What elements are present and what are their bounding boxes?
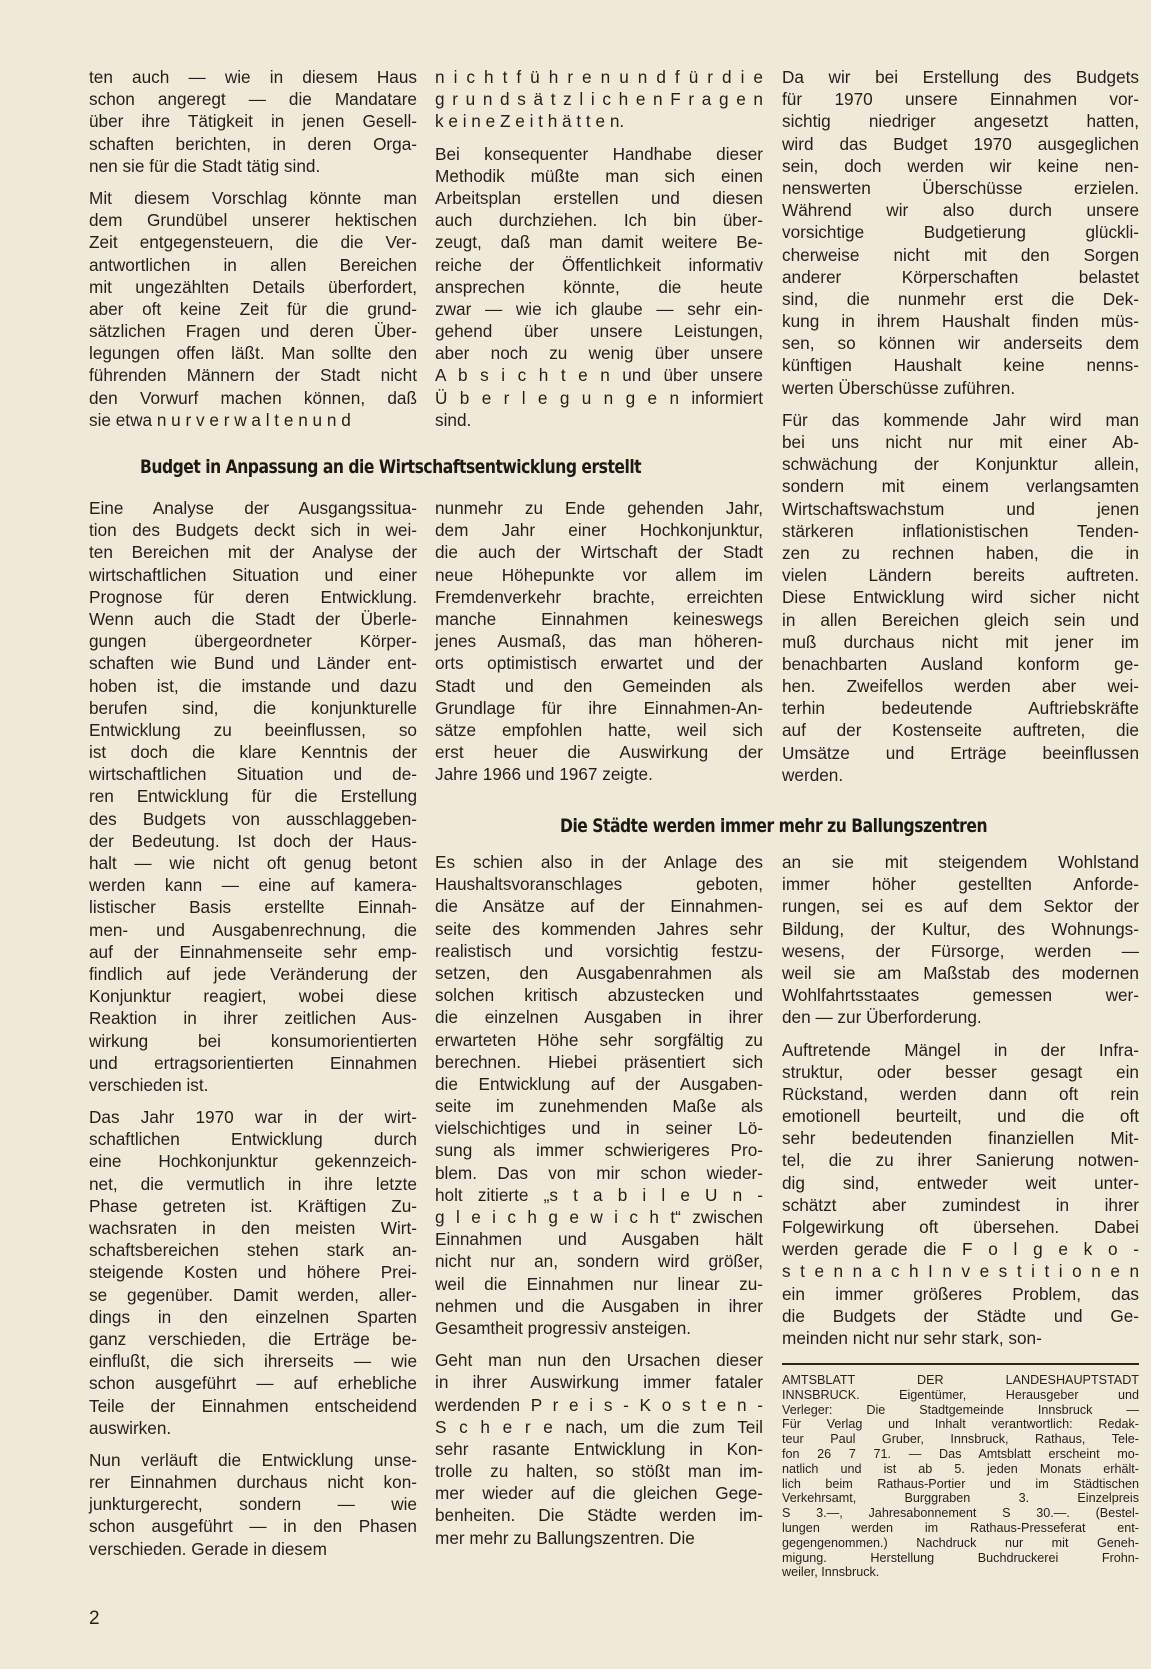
text-line: hoben ist, die imstande und dazu	[89, 675, 417, 696]
text-line: n i c h t f ü h r e n u n d f ü r d i e	[435, 67, 763, 87]
text-line: Fremdenverkehr brachte, erreichten	[435, 586, 763, 607]
text-line: werden gerade die F o l g e k o -	[782, 1239, 1139, 1260]
text-line: steigende Kosten und höhere Prei-	[89, 1262, 417, 1283]
text-line: s t e n n a c h I n v e s t i t i o n e n	[782, 1261, 1139, 1282]
text-line: Prognose für deren Entwicklung.	[89, 586, 417, 607]
paragraph	[89, 1449, 417, 1560]
text-line: ten auch — wie in diesem Haus	[89, 67, 417, 87]
imprint-line: Für Verlag und Inhalt verantwortlich: Redak-	[782, 1417, 1139, 1432]
section-heading-staedte: Die Städte werden immer mehr zu Ballungszentren	[560, 815, 988, 837]
text-line: werden.	[782, 764, 844, 785]
text-line: Wenn auch die Stadt der Überle-	[89, 608, 417, 629]
text-line: werten Überschüsse zuführen.	[782, 377, 1016, 398]
text-line: wachsraten in den meisten Wirt-	[89, 1218, 417, 1238]
text-line: schon ausgeführt — in den Phasen	[89, 1516, 417, 1537]
text-line: sehr rasante Entwicklung in Kon-	[435, 1438, 763, 1459]
text-line: Gesamtheit progressiv ansteigen.	[435, 1317, 692, 1338]
text-line: schwächung der Konjunktur allein,	[782, 454, 1139, 475]
paragraph	[435, 143, 763, 431]
text-line: werden kann — eine auf kamera-	[89, 875, 417, 896]
imprint-line: Verkehrsamt, Burggraben 3. Einzelpreis	[782, 1491, 1139, 1506]
text-line: Phase getreten ist. Kräftigen Zu-	[89, 1195, 417, 1216]
text-line: Haushaltsvoranschlages geboten,	[435, 874, 763, 895]
text-line: legungen offen läßt. Man sollte den	[89, 343, 417, 364]
text-line: realistisch und vorsichtig festzu-	[435, 940, 763, 961]
text-line: Für das kommende Jahr wird man	[782, 409, 1139, 430]
text-line: emotionell beurteilt, und die oft	[782, 1106, 1139, 1127]
text-line: meinden nicht nur sehr stark, son-	[782, 1327, 1042, 1348]
text-line: Mit diesem Vorschlag könnte man	[89, 187, 417, 208]
text-line: wirtschaftlichen Situation und de-	[89, 764, 417, 785]
text-line: Das Jahr 1970 war in der wirt-	[89, 1107, 417, 1128]
text-line: net, die vermutlich in ihre letzte	[89, 1173, 417, 1194]
text-line: sung als immer schwierigeres Pro-	[435, 1140, 763, 1161]
text-line: Stadt und den Gemeinden als	[435, 675, 763, 696]
text-line: Teile der Einnahmen entscheidend	[89, 1395, 417, 1416]
imprint-line: lich beim Rathaus-Portier und im Städtischen	[782, 1476, 1139, 1491]
text-line: Zeit entgegensteuern, die die Ver-	[89, 232, 417, 253]
text-line: sein, doch werden wir keine nen-	[782, 155, 1139, 176]
text-line: aber noch zu wenig über unsere	[435, 343, 763, 364]
text-line: findlich auf jede Veränderung der	[89, 963, 417, 984]
paragraph	[435, 66, 763, 133]
paragraph	[435, 497, 763, 785]
text-line: trolle zu halten, so stößt man im-	[435, 1461, 763, 1482]
paragraph	[782, 1039, 1139, 1350]
text-line: künftigen Haushalt keine nenns-	[782, 355, 1139, 376]
text-line: wirtschaftlichen Situation und einer	[89, 564, 417, 585]
text-line: schaftsbereichen stehen stark an-	[89, 1240, 417, 1261]
text-line: sätzlichen Fragen und deren Über-	[89, 321, 417, 342]
text-line: mit ungezählten Details überfordert,	[89, 276, 417, 297]
text-line: in ihrer Auswirkung immer fataler	[435, 1372, 763, 1393]
text-line: nicht nur an, sondern wird größer,	[435, 1251, 763, 1272]
page-number: 2	[89, 1608, 100, 1629]
text-line: manche Einnahmen keineswegs	[435, 608, 763, 629]
text-line: reiche der Öffentlichkeit informativ	[435, 254, 763, 275]
text-line: einflußt, die sich ihrerseits — wie	[89, 1351, 417, 1372]
text-line: berechnen. Hiebei präsentiert sich	[435, 1051, 763, 1072]
text-line: listischer Basis erstellte Einnah-	[89, 897, 417, 918]
text-line: nunmehr zu Ende gehenden Jahr,	[435, 498, 763, 518]
text-line: Eine Analyse der Ausgangssitua-	[89, 498, 417, 518]
text-line: rer Einnahmen durchaus nicht kon-	[89, 1472, 417, 1493]
paragraph	[782, 409, 1139, 786]
text-line: des Budgets von ausschlaggeben-	[89, 808, 417, 829]
text-line: vorsichtige Budgetierung glückli-	[782, 222, 1139, 243]
imprint-line: lungen werden im Rathaus-Presseferat ent-	[782, 1520, 1139, 1535]
text-line: g l e i c h g e w i c h t“ zwischen	[435, 1207, 763, 1227]
text-line: auf der Kostenseite auftreten, die	[782, 720, 1139, 741]
text-line: immer höher gestellten Anforde-	[782, 874, 1139, 895]
text-line: Entwicklung zu beeinflussen, so	[89, 719, 417, 740]
text-line: die Budgets der Städte und Ge-	[782, 1305, 1139, 1326]
text-line: benheiten. Die Städte werden im-	[435, 1505, 763, 1526]
text-line: Auftretende Mängel in der Infra-	[782, 1039, 1139, 1060]
text-line: Folgewirkung oft übersehen. Dabei	[782, 1217, 1139, 1237]
text-line: tion des Budgets deckt sich in wei-	[89, 520, 417, 541]
top-column-1	[89, 66, 417, 441]
text-line: sie etwa n u r v e r w a l t e n u n d	[89, 409, 351, 430]
text-line: schaften wie Bund und Länder ent-	[89, 653, 417, 674]
text-line: Bildung, der Kultur, des Wohnungs-	[782, 918, 1139, 939]
text-line: die auch der Wirtschaft der Stadt	[435, 542, 763, 563]
text-line: weil sie am Maßstab des modernen	[782, 962, 1139, 983]
top-column-3	[782, 66, 1139, 796]
top-column-2	[435, 66, 763, 441]
section-heading-budget: Budget in Anpassung an die Wirtschaftsentwicklung erstellt	[140, 456, 642, 478]
text-line: Während wir also durch unsere	[782, 200, 1139, 221]
text-line: führenden Männern der Stadt nicht	[89, 365, 417, 386]
text-line: cherweise nicht mit den Sorgen	[782, 244, 1139, 265]
text-line: terhin bedeutende Auftriebskräfte	[782, 698, 1139, 719]
text-line: Methodik müßte man sich einen	[435, 165, 763, 186]
text-line: dem Jahr einer Hochkonjunktur,	[435, 520, 763, 541]
text-line: A b s i c h t e n und über unsere	[435, 365, 763, 386]
text-line: schaften berichten, in deren Orga-	[89, 133, 417, 154]
text-line: Einnahmen und Ausgaben hält	[435, 1229, 763, 1250]
text-line: und ertragsorientierten Einnahmen	[89, 1052, 417, 1073]
text-line: Geht man nun den Ursachen dieser	[435, 1350, 763, 1371]
text-line: seite im zunehmenden Maße als	[435, 1096, 763, 1117]
text-line: verschieden ist.	[89, 1074, 209, 1095]
text-line: ein immer größeres Problem, das	[782, 1283, 1139, 1304]
text-line: ganz verschieden, die Erträge be-	[89, 1328, 417, 1349]
text-line: muß durchaus nicht mit jener im	[782, 631, 1139, 652]
text-line: den — zur Überforderung.	[782, 1007, 982, 1028]
text-line: Jahre 1966 und 1967 zeigte.	[435, 764, 653, 785]
text-line: sichtig niedriger angesetzt hatten,	[782, 111, 1139, 132]
text-line: zwar — wie ich glaube — sehr ein-	[435, 298, 763, 319]
text-line: gungen übergeordneter Körper-	[89, 631, 417, 652]
middle-column-2	[435, 497, 763, 795]
text-line: tel, die zu ihrer Sanierung notwen-	[782, 1150, 1139, 1171]
text-line: wesens, der Fürsorge, werden —	[782, 940, 1139, 961]
text-line: Es schien also in der Anlage des	[435, 852, 763, 872]
text-line: Konjunktur reagiert, wobei diese	[89, 986, 417, 1007]
text-line: ten Bereichen mit der Analyse der	[89, 542, 417, 563]
paragraph	[782, 66, 1139, 399]
text-line: benachbarten Ausland konform ge-	[782, 653, 1139, 674]
text-line: mer mehr zu Ballungszentren. Die	[435, 1527, 695, 1548]
text-line: men- und Ausgabenrechnung, die	[89, 919, 417, 940]
text-line: der Bedeutung. Ist doch der Haus-	[89, 830, 417, 851]
text-line: werdenden P r e i s - K o s t e n -	[435, 1394, 763, 1415]
text-line: über ihre Tätigkeit in jenen Gesell-	[89, 111, 417, 132]
text-line: dig sind, entweder weit unter-	[782, 1172, 1139, 1193]
text-line: solchen kritisch abzustecken und	[435, 985, 763, 1006]
text-line: halt — wie nicht oft genug betont	[89, 853, 417, 873]
text-line: antwortlichen in allen Bereichen	[89, 254, 417, 275]
text-line: erst heuer die Auswirkung der	[435, 742, 763, 763]
text-line: erwarteten Höhe sehr sorgfältig zu	[435, 1029, 763, 1050]
paragraph	[782, 851, 1139, 1029]
text-line: Da wir bei Erstellung des Budgets	[782, 67, 1139, 87]
text-line: wirkung bei konsumorientierten	[89, 1030, 417, 1051]
text-line: eine Hochkonjunktur gekennzeich-	[89, 1151, 417, 1172]
text-line: zen zu rechnen haben, die in	[782, 542, 1139, 563]
text-line: schon angeregt — die Mandatare	[89, 89, 417, 110]
text-line: nen sie für die Stadt tätig sind.	[89, 155, 321, 176]
text-line: hen. Zweifellos werden aber wei-	[782, 676, 1139, 697]
text-line: dings in den einzelnen Sparten	[89, 1306, 417, 1327]
text-line: Nun verläuft die Entwicklung unse-	[89, 1449, 417, 1470]
text-line: kung in ihrem Haushalt finden müs-	[782, 311, 1139, 332]
imprint-line: gegengenommen.) Nachdruck nur mit Geneh-	[782, 1535, 1139, 1550]
text-line: neue Höhepunkte vor allem im	[435, 564, 763, 585]
paragraph	[89, 187, 417, 431]
text-line: nehmen und die Ausgaben in ihrer	[435, 1295, 763, 1316]
text-line: vielen Ländern bereits auftreten.	[782, 565, 1139, 586]
text-line: Ü b e r l e g u n g e n informiert	[435, 387, 763, 408]
text-line: setzen, den Ausgabenrahmen als	[435, 962, 763, 983]
text-line: junkturgerecht, sondern — wie	[89, 1494, 417, 1515]
text-line: Wohlfahrtsstaates gemessen wer-	[782, 985, 1139, 1006]
imprint-line: weiler, Innsbruck.	[782, 1565, 880, 1580]
text-line: rungen, sei es auf dem Sektor der	[782, 896, 1139, 917]
text-line: gehend über unsere Leistungen,	[435, 321, 763, 342]
text-line: berufen sind, die konjunkturelle	[89, 697, 417, 718]
text-line: sen, so können wir anderseits dem	[782, 333, 1139, 354]
text-line: dem Grundübel unserer hektischen	[89, 210, 417, 231]
paragraph	[435, 851, 763, 1339]
text-line: schaftlichen Entwicklung durch	[89, 1129, 417, 1150]
text-line: zeugt, daß man damit weitere Be-	[435, 232, 763, 253]
text-line: ren Entwicklung für die Erstellung	[89, 786, 417, 807]
text-line: die Entwicklung auf der Ausgaben-	[435, 1073, 763, 1094]
text-line: wird das Budget 1970 ausgeglichen	[782, 133, 1139, 154]
text-line: sätze empfohlen hatte, weil sich	[435, 719, 763, 740]
text-line: für 1970 unsere Einnahmen vor-	[782, 89, 1139, 110]
imprint-line: natlich und ist ab 5. jeden Monats erhält-	[782, 1461, 1139, 1476]
bottom-column-3	[782, 851, 1139, 1359]
imprint-line: Verleger: Die Stadtgemeinde Innsbruck —	[782, 1402, 1139, 1417]
text-line: sondern mit einem verlangsamten	[782, 476, 1139, 497]
text-line: weil die Einnahmen nur linear zu-	[435, 1273, 763, 1294]
text-line: Rückstand, werden dann oft rein	[782, 1083, 1139, 1104]
text-line: orts optimistisch erwartet und der	[435, 653, 763, 674]
text-line: sehr bedeutenden finanziellen Mit-	[782, 1128, 1139, 1149]
text-line: Reaktion in ihrer zeitlichen Aus-	[89, 1008, 417, 1029]
text-line: holt zitierte „s t a b i l e U n -	[435, 1184, 763, 1205]
text-line: bei uns nicht nur mit einer Ab-	[782, 432, 1139, 452]
text-line: auch durchziehen. Ich bin über-	[435, 210, 763, 231]
text-line: mer wieder auf die gleichen Gege-	[435, 1483, 763, 1504]
text-line: g r u n d s ä t z l i c h e n F r a g e n	[435, 89, 763, 110]
text-line: die Ansätze auf der Einnahmen-	[435, 896, 763, 917]
text-line: Umsätze und Erträge beeinflussen	[782, 742, 1139, 763]
text-line: schon ausgeführt — auf erhebliche	[89, 1373, 417, 1394]
text-line: struktur, oder besser gesagt ein	[782, 1061, 1139, 1082]
imprint-line: AMTSBLATT DER LANDESHAUPTSTADT	[782, 1373, 1139, 1387]
text-line: schätzt aber zumindest in ihrer	[782, 1194, 1139, 1215]
paragraph	[435, 1349, 763, 1549]
text-line: auswirken.	[89, 1417, 172, 1438]
imprint-line: S 3.—, Jahresabonnement S 30.—. (Bestel-	[782, 1506, 1139, 1521]
text-line: die einzelnen Ausgaben in ihrer	[435, 1007, 763, 1028]
imprint-line: migung. Herstellung Buchdruckerei Frohn-	[782, 1550, 1139, 1565]
text-line: ansprechen könnte, die heute	[435, 276, 763, 297]
text-line: vielschichtiges und in seiner Lö-	[435, 1118, 763, 1139]
paragraph	[89, 1106, 417, 1439]
text-line: aber oft keine Zeit für die grund-	[89, 298, 417, 319]
text-line: k e i n e Z e i t h ä t t e n.	[435, 111, 625, 132]
text-line: nenswerten Überschüsse erzielen.	[782, 177, 1139, 198]
text-line: sind, die nunmehr erst die Dek-	[782, 288, 1139, 309]
text-line: auf der Einnahmenseite sehr emp-	[89, 941, 417, 962]
text-line: blem. Das von mir schon wieder-	[435, 1162, 763, 1183]
text-line: sind.	[435, 409, 472, 430]
text-line: Bei konsequenter Handhabe dieser	[435, 143, 763, 164]
text-line: Grundlage für ihre Einnahmen-An-	[435, 697, 763, 718]
text-line: se gegenüber. Damit werden, aller-	[89, 1284, 417, 1305]
text-line: ist doch die klare Kenntnis der	[89, 742, 417, 763]
text-line: S c h e r e nach, um die zum Teil	[435, 1416, 763, 1437]
text-line: Diese Entwicklung wird sicher nicht	[782, 587, 1139, 608]
imprint-box	[782, 1363, 1139, 1580]
middle-column-1	[89, 497, 417, 1570]
text-line: den Vorwurf machen können, daß	[89, 387, 417, 408]
imprint-line: teur Paul Gruber, Innsbruck, Rathaus, Tele-	[782, 1432, 1139, 1447]
imprint-line: fon 26 7 71. — Das Amtsblatt erscheint mo-	[782, 1446, 1139, 1461]
bottom-column-2	[435, 851, 763, 1559]
text-line: seite des kommenden Jahres sehr	[435, 918, 763, 939]
text-line: in allen Bereichen gleich sein und	[782, 609, 1139, 630]
text-line: stärkeren inflationistischen Tenden-	[782, 520, 1139, 541]
text-line: an sie mit steigendem Wohlstand	[782, 852, 1139, 872]
imprint-line: INNSBRUCK. Eigentümer, Herausgeber und	[782, 1387, 1139, 1402]
text-line: jenes Ausmaß, das man höheren-	[435, 631, 763, 652]
text-line: verschieden. Gerade in diesem	[89, 1538, 327, 1559]
text-line: Wirtschaftswachstum und jenen	[782, 498, 1139, 519]
paragraph	[89, 66, 417, 177]
text-line: Arbeitsplan erstellen und diesen	[435, 187, 763, 208]
paragraph	[89, 497, 417, 1096]
text-line: anderer Körperschaften belastet	[782, 266, 1139, 287]
